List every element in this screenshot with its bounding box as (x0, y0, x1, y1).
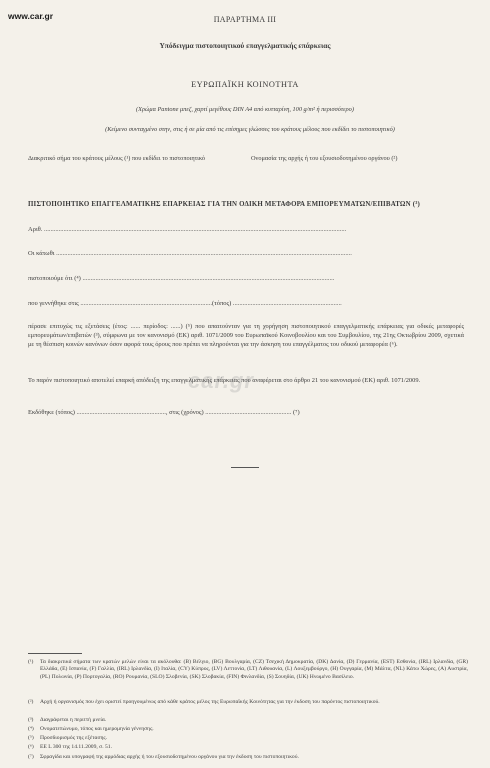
footnote-number: (⁴) (28, 726, 34, 732)
birth-field: που γεννήθηκε στις .................................................................................(τόπος) ................................................................... (28, 300, 342, 307)
footnote (28, 726, 468, 733)
center-watermark: car.gr (188, 368, 254, 393)
footnote-number: (³) (28, 717, 34, 723)
footnote (28, 699, 468, 706)
footnote-text: Ονοματεπώνυμο, τόπος και ημερομηνία γέννησης. (40, 726, 154, 732)
holder-field: Οι κάτωθι ...................................................................................................................................................................................... (28, 250, 352, 257)
document-subtitle: Υπόδειγμα πιστοποιητικού επαγγελματικής επάρκειας (159, 41, 331, 50)
community-heading: ΕΥΡΩΠΑΪΚΗ ΚΟΙΝΟΤΗΤΑ (191, 80, 299, 89)
separator-line (231, 467, 259, 468)
footnote (28, 744, 468, 751)
colour-note: (Χρώμα Pantone μπεζ, χαρτί μεγέθους DIN A4 από κυτταρίνη, 100 g/m² ή περισσότερο) (136, 106, 354, 113)
footnote-text: ΕΕ L 300 της 14.11.2009, σ. 51. (40, 744, 112, 750)
footnote (28, 735, 468, 742)
footnote-text: Προσδιορισμός της εξέτασης. (40, 735, 108, 741)
footnote-number: (⁵) (28, 735, 34, 741)
footnote-number: (⁶) (28, 744, 34, 750)
number-field: Αριθ. .......................................................................................................................................................................................... (28, 226, 347, 233)
footnote-text: Τα διακριτικά σήματα των κρατών μελών είναι τα ακόλουθα: (B) Βέλγιο, (BG) Βουλγαρία, (CZ) Τσεχική Δημοκρατία, (DK) Δανία, (D) Γερμανία, (EST) Εσθονία, (IRL) Ιρλανδία, (GR) Ελλάδα, (E) Ισπανία, (F) Γαλλία, (IRL) Ιρλανδία, (I) Ιταλία, (CY) Κύπρος, (LV) Λεττονία, (LT) Λιθουανία, (L) Λουξεμβούργο, (H) Ουγγαρία, (M) Μάλτα, (NL) Κάτω Χώρες, (A) Αυστρία, (PL) Πολωνία, (P) Πορτογαλία, (RO) Ρουμανία, (SLO) Σλοβενία, (SK) Σλοβακία, (FIN) Φινλανδία, (S) Σουηδία, (UK) Ηνωμένο Βασίλειο. (40, 659, 468, 680)
authority-name-label: Ονομασία της αρχής ή του εξουσιοδοτημένου οργάνου (²) (251, 155, 398, 162)
exam-paragraph: πέρασε επιτυχώς τις εξετάσεις (έτος: ...... περίοδος: ......) (⁵) που απαιτούνταν για τη χορήγηση πιστοποιητικού επαγγελματικής επάρκειας για οδικές μεταφορές εμπορευμάτων/επιβατών (³), σύμφωνα με τον κανονισμό (ΕΚ) αριθ. 1071/2009 του Ευρωπαϊκού Κοινοβουλίου και του Συμβουλίου, της 21ης Οκτωβρίου 2009, σχετικά με τη θέσπιση κοινών κανόνων όσον αφορά τους όρους που πρέπει να πληρούνται για την άσκηση του επαγγέλματος του οδικού μεταφορέα (⁶). (28, 323, 464, 348)
footnote-text: Αρχή ή οργανισμός που έχει οριστεί προηγουμένως από κάθε κράτος μέλος της Ευρωπαϊκής Κοινότητας για την έκδοση του παρόντος πιστοποιητικού. (40, 699, 380, 705)
footnote (28, 754, 468, 761)
certificate-title: ΠΙΣΤΟΠΟΙΗΤΙΚΟ ΕΠΑΓΓΕΛΜΑΤΙΚΗΣ ΕΠΑΡΚΕΙΑΣ ΓΙΑ ΤΗΝ ΟΔΙΚΗ ΜΕΤΑΦΟΡΑ ΕΜΠΟΡΕΥΜΑΤΩΝ/ΕΠΙΒΑΤΩΝ (³) (28, 201, 420, 208)
proof-paragraph: Το παρόν πιστοποιητικό αποτελεί επαρκή απόδειξη της επαγγελματικής επάρκειας που αναφέρεται στο άρθρο 21 του κανονισμού (ΕΚ) αριθ. 1071/2009. (28, 377, 421, 384)
footnote (28, 659, 468, 681)
footnote-rule (28, 653, 82, 654)
footnote-number: (²) (28, 699, 34, 705)
annex-heading: ΠΑΡΑΡΤΗΜΑ III (213, 15, 277, 24)
footnote-text: Σφραγίδα και υπογραφή της αρμόδιας αρχής ή του εξουσιοδοτημένου οργάνου για την έκδοση του πιστοποιητικού. (40, 754, 299, 760)
footnote-text: Διαγράφεται η περιττή μνεία. (40, 717, 107, 723)
issued-field: Εκδόθηκε (τόπος) ......................................................., στις (χρόνος) ..................................................... (⁷) (28, 409, 300, 416)
footnote-number: (¹) (28, 659, 34, 665)
site-watermark: www.car.gr (8, 11, 54, 21)
member-state-sign-label: Διακριτικό σήμα του κράτους μέλους (¹) που εκδίδει το πιστοποιητικό (28, 155, 206, 162)
language-note: (Κείμενο συνταγμένο στην, στις ή σε μία από τις επίσημες γλώσσες του κράτους μέλους που εκδίδει το πιστοποιητικό) (105, 126, 395, 133)
footnote-number: (⁷) (28, 754, 34, 760)
certify-field: πιστοποιούμε ότι (⁴) ........................................................................................................................................................... (28, 275, 335, 282)
footnote (28, 717, 468, 724)
